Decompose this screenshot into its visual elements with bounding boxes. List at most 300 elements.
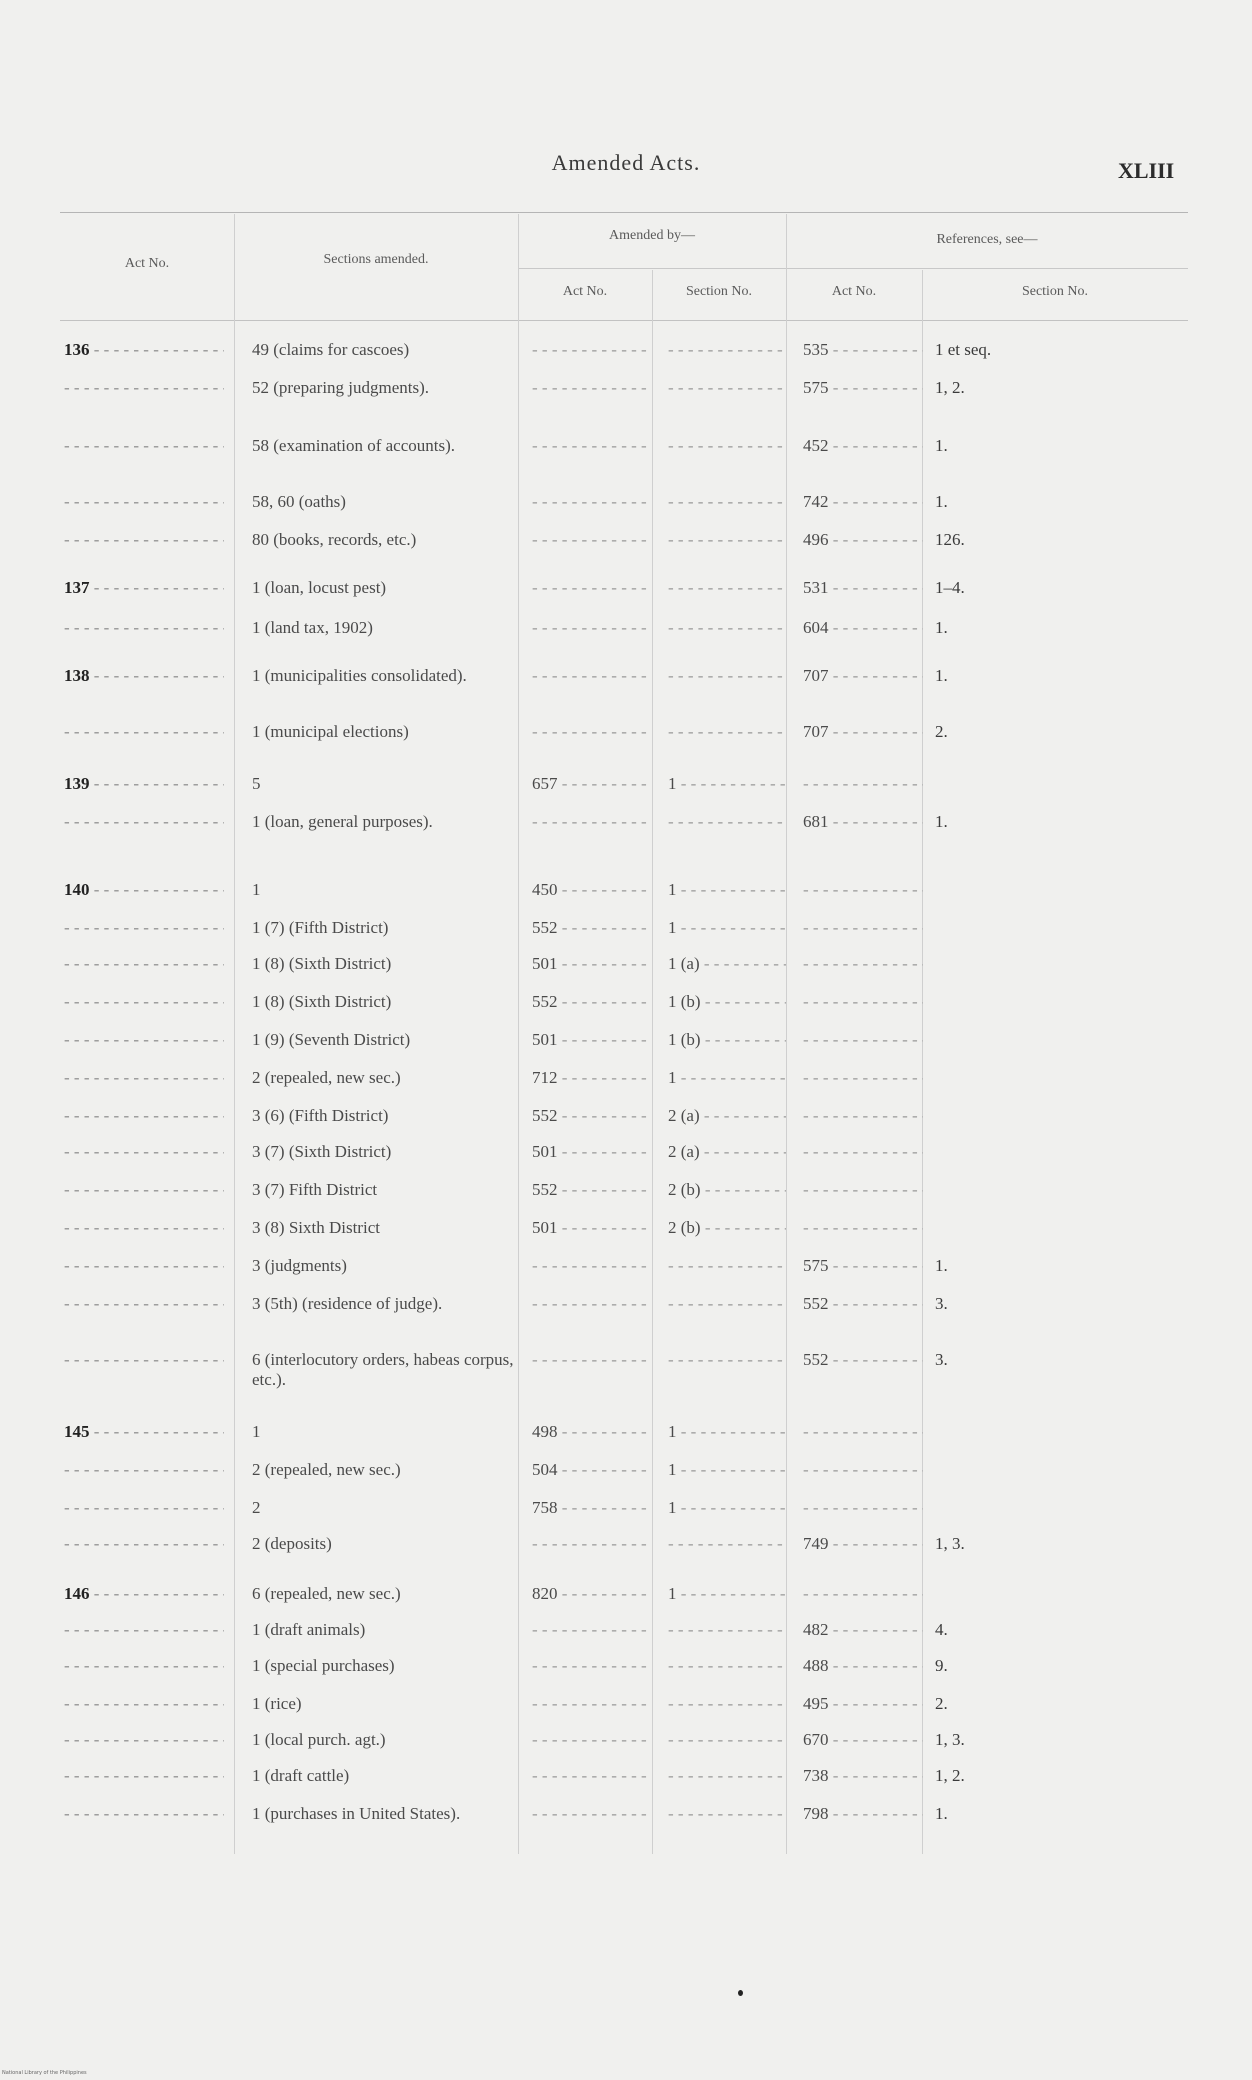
leader-dots <box>532 1694 650 1713</box>
leader-dots <box>90 666 225 685</box>
reference-section-text: 1, 2. <box>935 378 965 397</box>
sections-amended-text: 52 (preparing judgments). <box>252 378 430 397</box>
amended-by-act-cell <box>532 1218 650 1238</box>
reference-section-text: 1, 3. <box>935 1534 965 1553</box>
act-number-text: 138 <box>64 666 90 685</box>
reference-act-cell <box>803 378 923 398</box>
leader-dots <box>829 578 924 597</box>
leader-dots <box>532 1766 650 1785</box>
leader-dots <box>803 1106 923 1125</box>
sections-amended-cell <box>252 1804 514 1824</box>
amended-by-section-text: 1 (b) <box>668 992 701 1011</box>
reference-act-text: 681 <box>803 812 829 831</box>
leader-dots <box>90 1422 225 1441</box>
leader-dots <box>829 1256 924 1275</box>
leader-dots <box>829 666 924 685</box>
leader-dots <box>64 492 224 511</box>
act-number-cell <box>64 722 224 742</box>
sections-amended-text: 1 (loan, locust pest) <box>252 578 387 597</box>
reference-act-cell <box>803 666 923 686</box>
reference-act-text: 452 <box>803 436 829 455</box>
leader-dots <box>803 992 923 1011</box>
act-number-text: 139 <box>64 774 90 793</box>
leader-dots <box>64 530 224 549</box>
act-number-cell <box>64 1766 224 1786</box>
sections-amended-cell <box>252 1256 514 1276</box>
header-amended-by: Amended by— <box>609 228 695 243</box>
amended-by-section-cell <box>668 1620 786 1640</box>
reference-act-text: 535 <box>803 340 829 359</box>
amended-by-act-cell <box>532 1460 650 1480</box>
amended-by-act-cell <box>532 1620 650 1640</box>
amended-by-section-cell <box>668 1294 786 1314</box>
act-number-cell <box>64 774 224 794</box>
reference-act-text: 531 <box>803 578 829 597</box>
sections-amended-text: 49 (claims for cascoes) <box>252 340 410 359</box>
amended-by-act-cell <box>532 722 650 742</box>
sections-amended-cell <box>252 1030 514 1050</box>
reference-section-cell <box>935 578 1135 598</box>
amended-by-act-cell <box>532 918 650 938</box>
leader-dots <box>677 1068 787 1087</box>
leader-dots <box>64 436 224 455</box>
leader-dots <box>64 992 224 1011</box>
sections-amended-cell <box>252 1068 514 1088</box>
amended-by-act-cell <box>532 1498 650 1518</box>
amended-by-section-cell <box>668 918 786 938</box>
amended-by-section-text: 2 (b) <box>668 1218 701 1237</box>
sections-amended-cell <box>252 1656 514 1676</box>
leader-dots <box>532 1620 650 1639</box>
act-number-cell <box>64 1534 224 1554</box>
sections-amended-cell <box>252 1460 514 1480</box>
leader-dots <box>532 812 650 831</box>
amended-by-act-text: 552 <box>532 918 558 937</box>
amended-by-section-cell <box>668 1694 786 1714</box>
column-divider <box>652 270 653 1854</box>
leader-dots <box>558 918 651 937</box>
amended-by-act-text: 552 <box>532 992 558 1011</box>
leader-dots <box>64 1256 224 1275</box>
reference-act-cell <box>803 1068 923 1088</box>
leader-dots <box>532 378 650 397</box>
reference-section-text: 1. <box>935 812 948 831</box>
leader-dots <box>677 1460 787 1479</box>
act-number-cell <box>64 1030 224 1050</box>
act-number-cell <box>64 1620 224 1640</box>
reference-act-cell <box>803 1106 923 1126</box>
sections-amended-text: 3 (7) Fifth District <box>252 1180 378 1199</box>
reference-section-cell <box>935 1766 1135 1786</box>
sections-amended-cell <box>252 666 514 686</box>
header-references: References, see— <box>936 232 1038 247</box>
leader-dots <box>700 1142 786 1161</box>
leader-dots <box>803 1030 923 1049</box>
reference-act-text: 798 <box>803 1804 829 1823</box>
reference-section-cell <box>935 666 1135 686</box>
leader-dots <box>803 1584 923 1603</box>
reference-act-cell <box>803 1584 923 1604</box>
act-number-text: 146 <box>64 1584 90 1603</box>
act-number-cell <box>64 954 224 974</box>
leader-dots <box>64 1534 224 1553</box>
act-number-cell <box>64 1106 224 1126</box>
leader-dots <box>558 1498 651 1517</box>
column-divider <box>234 214 235 1854</box>
amended-by-section-text: 1 <box>668 918 677 937</box>
table-header-bottom-rule <box>60 320 1188 321</box>
sections-amended-text: 3 (6) (Fifth District) <box>252 1106 389 1125</box>
reference-act-cell <box>803 1534 923 1554</box>
sections-amended-text: 1 (draft animals) <box>252 1620 366 1639</box>
reference-section-text: 1. <box>935 492 948 511</box>
reference-act-cell <box>803 1030 923 1050</box>
reference-section-cell <box>935 530 1135 550</box>
sections-amended-cell <box>252 992 514 1012</box>
amended-by-section-cell <box>668 1498 786 1518</box>
amended-by-act-cell <box>532 1256 650 1276</box>
sections-amended-cell <box>252 918 514 938</box>
act-number-cell <box>64 812 224 832</box>
amended-by-act-cell <box>532 1142 650 1162</box>
reference-act-cell <box>803 1294 923 1314</box>
header-act-no: Act No. <box>124 256 170 271</box>
reference-section-cell <box>935 378 1135 398</box>
amended-by-act-cell <box>532 954 650 974</box>
act-number-cell <box>64 1422 224 1442</box>
amended-by-section-cell <box>668 1584 786 1604</box>
leader-dots <box>677 774 787 793</box>
amended-by-act-cell <box>532 618 650 638</box>
sections-amended-text: 2 (repealed, new sec.) <box>252 1068 401 1087</box>
leader-dots <box>558 1180 651 1199</box>
amended-by-act-text: 552 <box>532 1106 558 1125</box>
leader-dots <box>64 1656 224 1675</box>
amended-by-act-cell <box>532 1030 650 1050</box>
amended-by-section-cell <box>668 436 786 456</box>
amended-by-act-cell <box>532 1804 650 1824</box>
amended-by-act-cell <box>532 1294 650 1314</box>
leader-dots <box>803 774 923 793</box>
reference-act-text: 552 <box>803 1294 829 1313</box>
leader-dots <box>532 436 650 455</box>
leader-dots <box>701 1180 786 1199</box>
leader-dots <box>64 1350 224 1369</box>
sections-amended-cell <box>252 1180 514 1200</box>
sections-amended-text: 3 (5th) (residence of judge). <box>252 1294 443 1313</box>
reference-section-cell <box>935 1534 1135 1554</box>
reference-section-text: 1–4. <box>935 578 965 597</box>
reference-act-text: 742 <box>803 492 829 511</box>
reference-act-text: 707 <box>803 666 829 685</box>
reference-section-text: 1, 2. <box>935 1766 965 1785</box>
reference-section-text: 3. <box>935 1350 948 1369</box>
leader-dots <box>532 340 650 359</box>
leader-dots <box>677 880 787 899</box>
sections-amended-text: 1 (rice) <box>252 1694 302 1713</box>
leader-dots <box>558 1142 651 1161</box>
reference-act-cell <box>803 492 923 512</box>
amended-by-section-cell <box>668 812 786 832</box>
act-number-cell <box>64 618 224 638</box>
amended-by-section-text: 1 (b) <box>668 1030 701 1049</box>
column-divider <box>518 214 519 1854</box>
amended-by-section-text: 2 (a) <box>668 1142 700 1161</box>
reference-act-cell <box>803 1498 923 1518</box>
leader-dots <box>558 992 651 1011</box>
leader-dots <box>668 1534 786 1553</box>
amended-by-section-cell <box>668 1256 786 1276</box>
amended-by-act-cell <box>532 530 650 550</box>
reference-act-cell <box>803 1656 923 1676</box>
amended-by-section-cell <box>668 1766 786 1786</box>
reference-act-cell <box>803 340 923 360</box>
sections-amended-cell <box>252 1218 514 1238</box>
reference-section-text: 1. <box>935 666 948 685</box>
leader-dots <box>803 1218 923 1237</box>
reference-section-text: 1. <box>935 618 948 637</box>
leader-dots <box>668 436 786 455</box>
leader-dots <box>532 578 650 597</box>
amended-by-act-cell <box>532 578 650 598</box>
reference-act-cell <box>803 530 923 550</box>
reference-section-cell <box>935 812 1135 832</box>
amended-by-section-cell <box>668 492 786 512</box>
amended-by-act-cell <box>532 1656 650 1676</box>
reference-section-cell <box>935 722 1135 742</box>
leader-dots <box>64 954 224 973</box>
reference-section-text: 126. <box>935 530 965 549</box>
leader-dots <box>668 1766 786 1785</box>
sections-amended-cell <box>252 1422 514 1442</box>
reference-section-cell <box>935 1620 1135 1640</box>
page-title: Amended Acts. <box>551 150 701 175</box>
leader-dots <box>668 340 786 359</box>
amended-by-act-text: 657 <box>532 774 558 793</box>
leader-dots <box>558 1460 651 1479</box>
leader-dots <box>90 774 225 793</box>
leader-dots <box>90 1584 225 1603</box>
reference-act-text: 604 <box>803 618 829 637</box>
sections-amended-text: 1 (9) (Seventh District) <box>252 1030 411 1049</box>
sections-amended-cell <box>252 774 514 794</box>
amended-by-section-cell <box>668 1422 786 1442</box>
leader-dots <box>532 666 650 685</box>
sections-amended-text: 1 (special purchases) <box>252 1656 395 1675</box>
reference-act-cell <box>803 1422 923 1442</box>
act-number-cell <box>64 992 224 1012</box>
leader-dots <box>677 1422 787 1441</box>
reference-act-cell <box>803 1142 923 1162</box>
reference-section-cell <box>935 436 1135 456</box>
amended-by-act-cell <box>532 812 650 832</box>
leader-dots <box>829 1730 924 1749</box>
sections-amended-text: 1 (municipalities consolidated). <box>252 666 467 685</box>
sections-amended-text: 1 (8) (Sixth District) <box>252 954 392 973</box>
amended-by-section-cell <box>668 1106 786 1126</box>
reference-act-text: 575 <box>803 378 829 397</box>
leader-dots <box>829 492 924 511</box>
amended-by-section-text: 1 <box>668 1498 677 1517</box>
reference-act-cell <box>803 1218 923 1238</box>
act-number-cell <box>64 1584 224 1604</box>
reference-act-text: 552 <box>803 1350 829 1369</box>
sections-amended-cell <box>252 618 514 638</box>
leader-dots <box>532 1294 650 1313</box>
amended-by-section-text: 1 <box>668 774 677 793</box>
reference-act-text: 482 <box>803 1620 829 1639</box>
amended-by-section-text: 1 (a) <box>668 954 700 973</box>
act-number-cell <box>64 578 224 598</box>
header-sections-amended: Sections amended. <box>323 252 429 267</box>
leader-dots <box>829 722 924 741</box>
reference-act-cell <box>803 1460 923 1480</box>
table-header-subrule <box>518 268 1188 269</box>
amended-by-section-cell <box>668 954 786 974</box>
reference-section-text: 4. <box>935 1620 948 1639</box>
leader-dots <box>677 918 787 937</box>
act-number-text: 140 <box>64 880 90 899</box>
sections-amended-cell <box>252 492 514 512</box>
amended-by-section-cell <box>668 530 786 550</box>
sections-amended-text: 1 <box>252 1422 261 1441</box>
amended-by-act-cell <box>532 666 650 686</box>
leader-dots <box>532 1656 650 1675</box>
reference-act-cell <box>803 774 923 794</box>
sections-amended-text: 6 (interlocutory orders, habeas corpus, etc.). <box>252 1350 514 1389</box>
reference-act-cell <box>803 812 923 832</box>
amended-by-section-text: 1 <box>668 880 677 899</box>
sections-amended-text: 80 (books, records, etc.) <box>252 530 417 549</box>
amended-by-act-cell <box>532 1180 650 1200</box>
header-ref-act-no: Act No. <box>831 284 877 299</box>
header-amended-act-no: Act No. <box>562 284 608 299</box>
amended-by-act-text: 712 <box>532 1068 558 1087</box>
leader-dots <box>701 1218 786 1237</box>
leader-dots <box>668 722 786 741</box>
leader-dots <box>532 1804 650 1823</box>
act-number-cell <box>64 1180 224 1200</box>
sections-amended-text: 1 (purchases in United States). <box>252 1804 461 1823</box>
amended-by-section-cell <box>668 1350 786 1370</box>
reference-act-cell <box>803 618 923 638</box>
leader-dots <box>668 1804 786 1823</box>
reference-section-text: 9. <box>935 1656 948 1675</box>
amended-by-act-cell <box>532 1694 650 1714</box>
leader-dots <box>558 1030 651 1049</box>
sections-amended-cell <box>252 1584 514 1604</box>
amended-by-section-cell <box>668 992 786 1012</box>
act-number-cell <box>64 880 224 900</box>
amended-by-act-cell <box>532 1584 650 1604</box>
act-number-cell <box>64 1256 224 1276</box>
amended-by-section-cell <box>668 618 786 638</box>
amended-by-act-cell <box>532 774 650 794</box>
reference-section-cell <box>935 1730 1135 1750</box>
sections-amended-text: 58, 60 (oaths) <box>252 492 346 511</box>
leader-dots <box>829 1534 924 1553</box>
reference-act-text: 738 <box>803 1766 829 1785</box>
sections-amended-cell <box>252 1620 514 1640</box>
leader-dots <box>64 378 224 397</box>
leader-dots <box>701 1030 786 1049</box>
amended-by-act-cell <box>532 880 650 900</box>
amended-by-act-text: 450 <box>532 880 558 899</box>
sections-amended-text: 3 (judgments) <box>252 1256 347 1275</box>
amended-by-section-cell <box>668 1218 786 1238</box>
reference-act-text: 495 <box>803 1694 829 1713</box>
reference-act-cell <box>803 954 923 974</box>
sections-amended-text: 1 (draft cattle) <box>252 1766 350 1785</box>
leader-dots <box>803 918 923 937</box>
leader-dots <box>829 1694 924 1713</box>
leader-dots <box>829 340 924 359</box>
amended-by-act-cell <box>532 992 650 1012</box>
leader-dots <box>803 1422 923 1441</box>
amended-by-section-cell <box>668 340 786 360</box>
reference-act-text: 749 <box>803 1534 829 1553</box>
reference-act-text: 670 <box>803 1730 829 1749</box>
sections-amended-cell <box>252 722 514 742</box>
act-number-cell <box>64 378 224 398</box>
amended-by-section-cell <box>668 378 786 398</box>
leader-dots <box>90 578 225 597</box>
leader-dots <box>668 1656 786 1675</box>
act-number-cell <box>64 1730 224 1750</box>
leader-dots <box>64 1460 224 1479</box>
sections-amended-cell <box>252 1694 514 1714</box>
sections-amended-cell <box>252 1534 514 1554</box>
act-number-cell <box>64 1068 224 1088</box>
leader-dots <box>558 1068 651 1087</box>
reference-section-cell <box>935 1256 1135 1276</box>
act-number-cell <box>64 1804 224 1824</box>
amended-by-section-text: 1 <box>668 1422 677 1441</box>
reference-section-text: 1. <box>935 1256 948 1275</box>
leader-dots <box>532 1534 650 1553</box>
sections-amended-text: 1 (loan, general purposes). <box>252 812 433 831</box>
leader-dots <box>532 530 650 549</box>
amended-by-act-cell <box>532 1766 650 1786</box>
sections-amended-text: 1 (municipal elections) <box>252 722 409 741</box>
leader-dots <box>64 1180 224 1199</box>
table-top-rule <box>60 212 1188 213</box>
amended-by-act-text: 498 <box>532 1422 558 1441</box>
sections-amended-text: 1 (8) (Sixth District) <box>252 992 392 1011</box>
sections-amended-cell <box>252 1766 514 1786</box>
amended-by-act-text: 501 <box>532 1218 558 1237</box>
leader-dots <box>668 1256 786 1275</box>
leader-dots <box>64 618 224 637</box>
leader-dots <box>829 618 924 637</box>
leader-dots <box>668 492 786 511</box>
leader-dots <box>558 1106 651 1125</box>
leader-dots <box>803 1498 923 1517</box>
reference-section-cell <box>935 340 1135 360</box>
sections-amended-cell <box>252 1730 514 1750</box>
amended-by-section-cell <box>668 1030 786 1050</box>
sections-amended-cell <box>252 880 514 900</box>
leader-dots <box>677 1498 787 1517</box>
act-number-cell <box>64 530 224 550</box>
sections-amended-text: 3 (7) (Sixth District) <box>252 1142 392 1161</box>
amended-by-act-cell <box>532 492 650 512</box>
scan-credit: National Library of the Philippines <box>2 2070 87 2076</box>
amended-by-section-cell <box>668 1804 786 1824</box>
leader-dots <box>532 1256 650 1275</box>
leader-dots <box>64 1730 224 1749</box>
leader-dots <box>64 1498 224 1517</box>
